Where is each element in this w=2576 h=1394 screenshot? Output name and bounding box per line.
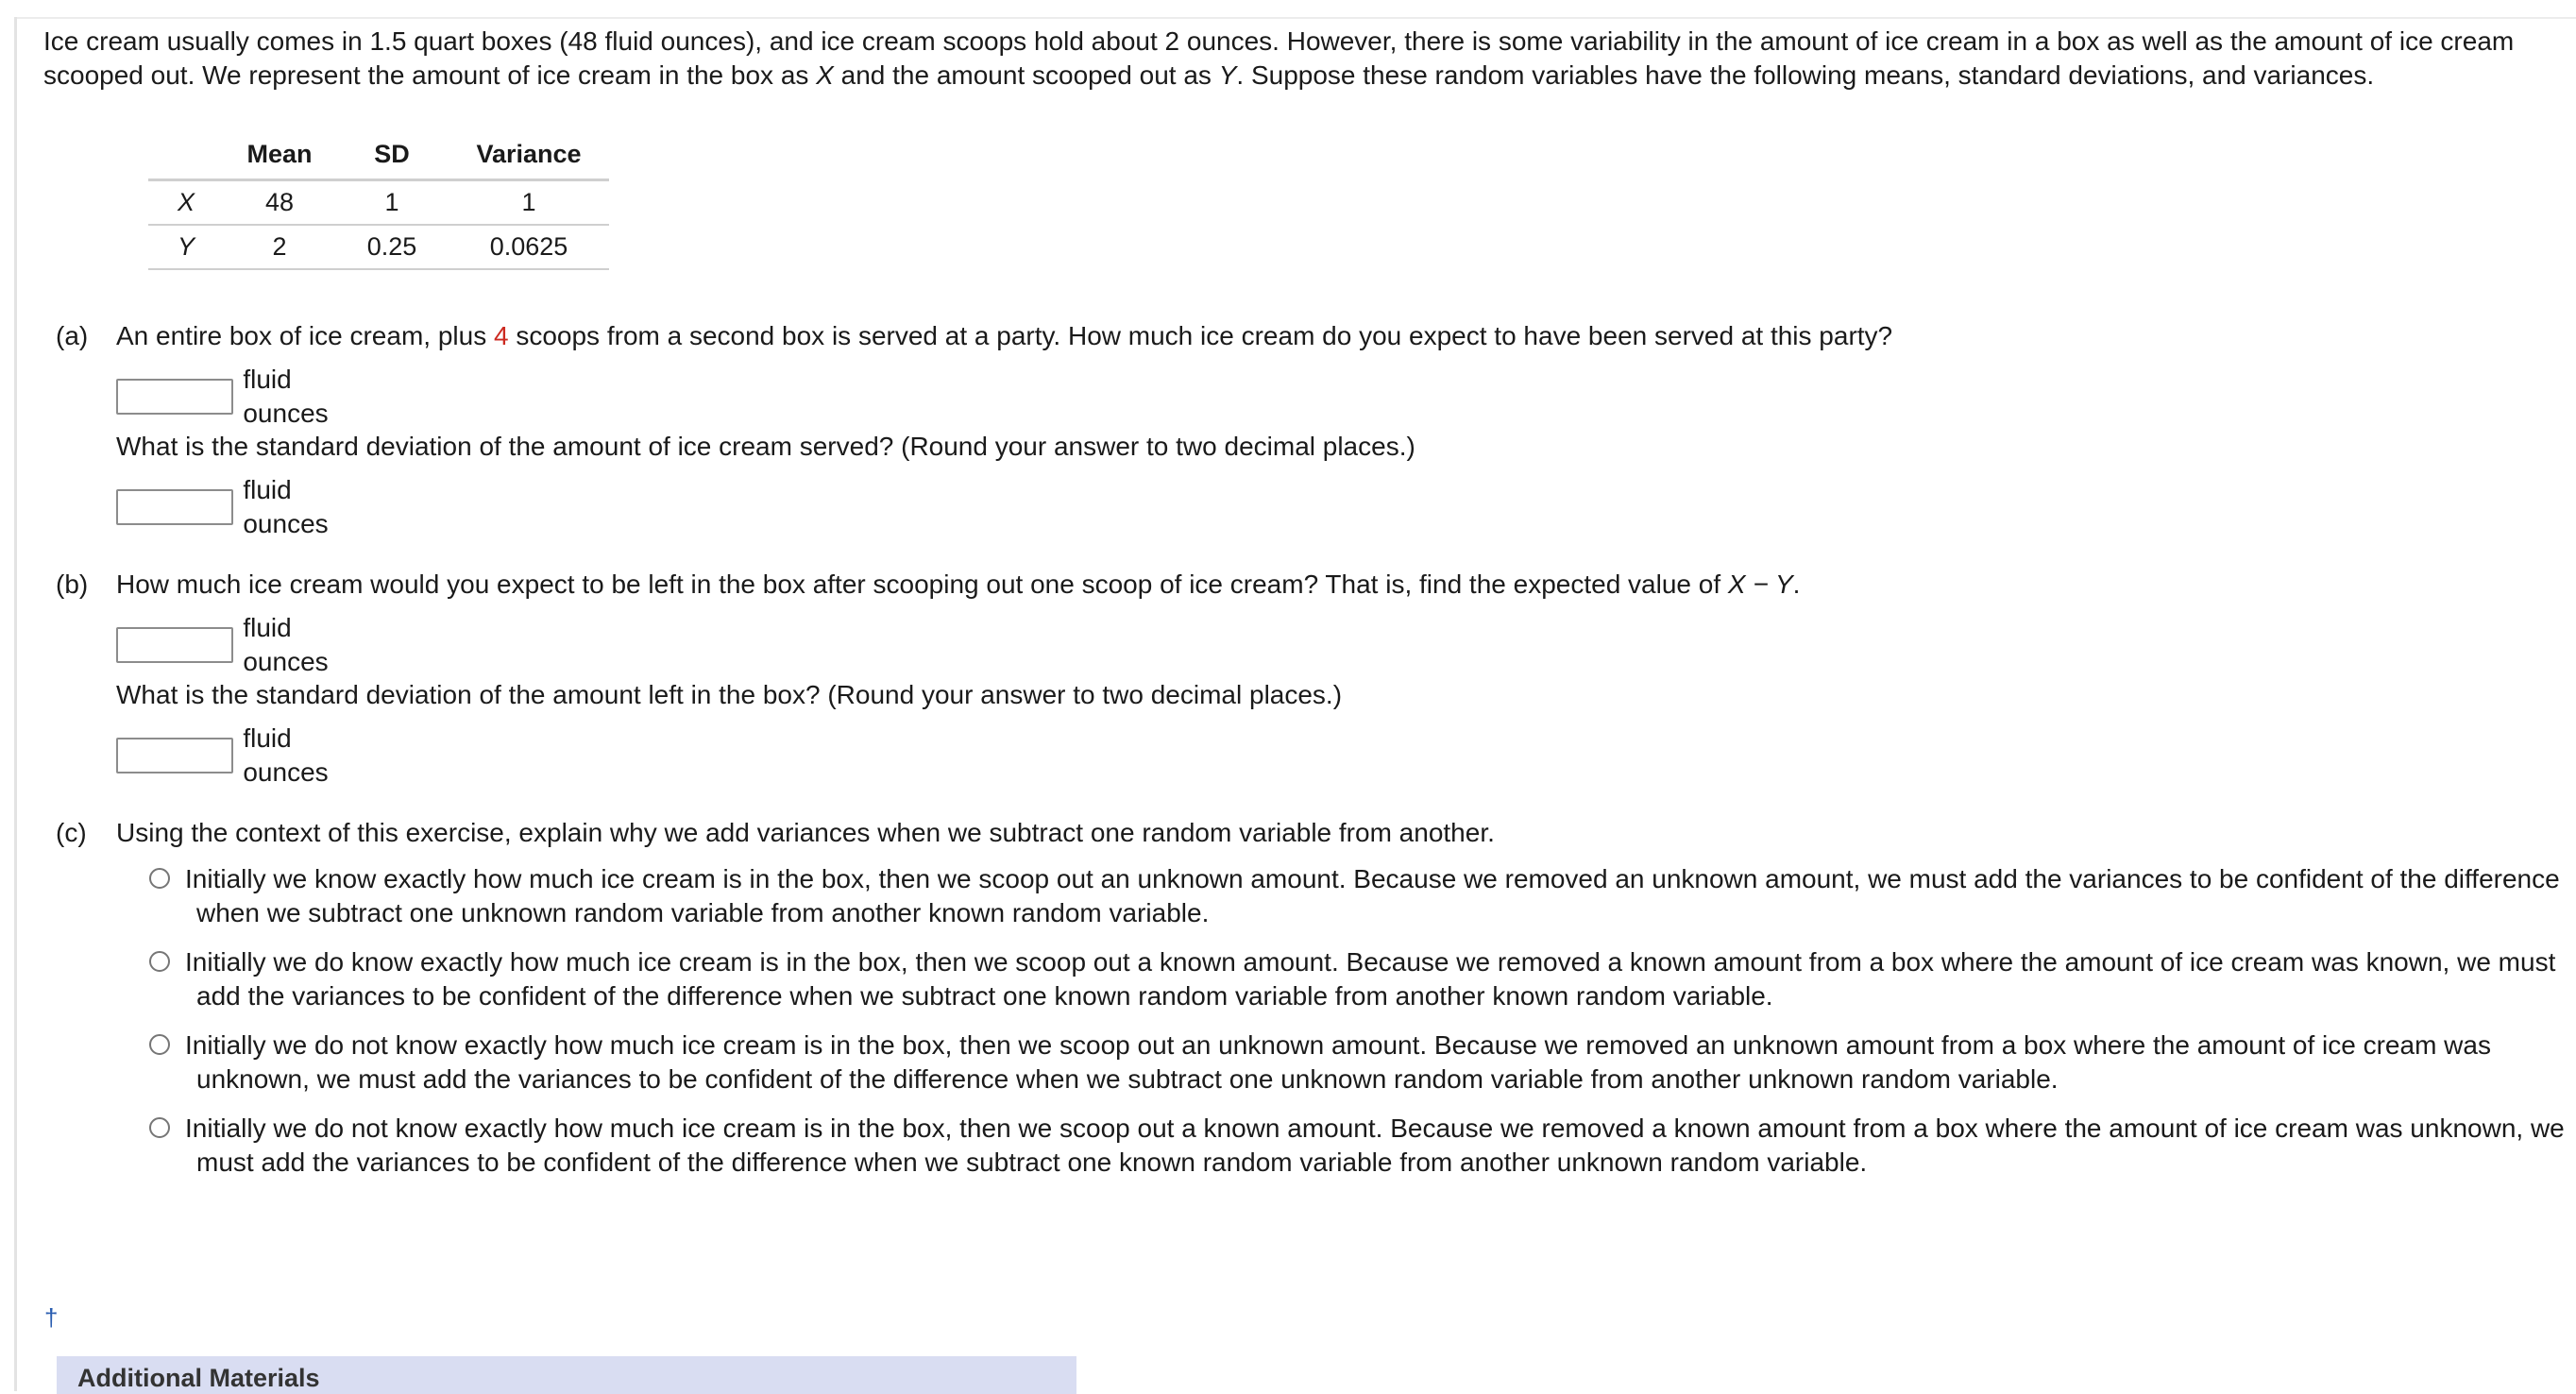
part-a-question-1 <box>116 319 1892 353</box>
choice-text: Initially we do not know exactly how much ice cream is in the box, then we scoop out an unknown amount. Because we removed an unknown amount from a box where the amount of ice cream was unknown, we must add the variances to be confident of the difference when we subtract one unknown random variable from another unknown random variable. <box>185 1030 2491 1094</box>
header-mean: Mean <box>224 132 335 180</box>
part-b-q1-pre: How much ice cream would you expect to be left in the box after scooping out one scoop of ice cream? That is, find the expected value of <box>116 570 1728 599</box>
dagger-icon[interactable]: † <box>44 1303 59 1332</box>
cell-variance: 1 <box>449 180 609 226</box>
header-blank <box>148 132 224 180</box>
cell-mean: 2 <box>224 225 335 269</box>
part-a-answer-1-row <box>116 363 356 431</box>
stats-table <box>148 132 609 270</box>
left-border <box>14 17 17 1391</box>
additional-materials-bar[interactable] <box>57 1356 1076 1394</box>
part-c-label: (c) <box>56 818 87 847</box>
radio-button[interactable] <box>149 951 170 972</box>
part-b-question-1 <box>116 568 1800 602</box>
choice-text: Initially we know exactly how much ice cream is in the box, then we scoop out an unknown amount. Because we removed an unknown amount, we must add the variances to be confident of the difference when we subtract one unknown random variable from another known random variable. <box>185 864 2560 927</box>
choice-option-1[interactable] <box>149 862 2576 930</box>
intro-text-1: Ice cream usually comes in 1.5 quart boxes (48 fluid ounces), and ice cream scoops hold about 2 ounces. However, there is some variability in the amount of ice cream in a box as well as the amount of ice cream scooped out. We represent the amount of ice cream in the box as <box>43 26 2515 90</box>
intro-var-y: Y <box>1218 60 1237 90</box>
part-b-answer-2-input[interactable] <box>116 738 233 774</box>
row-label: X <box>148 180 224 226</box>
part-a-answer-1-input[interactable] <box>116 379 233 415</box>
question-content <box>43 25 2555 93</box>
cell-sd: 0.25 <box>335 225 449 269</box>
table-row-x <box>148 180 609 226</box>
part-b-expression: X − Y <box>1727 570 1793 599</box>
part-a-highlight-number: 4 <box>493 321 509 350</box>
cell-variance: 0.0625 <box>449 225 609 269</box>
part-b-label: (b) <box>56 570 89 599</box>
part-a-q1-post: scoops from a second box is served at a party. How much ice cream do you expect to have been served at this party? <box>508 321 1893 350</box>
part-a-answer-2-input[interactable] <box>116 489 233 525</box>
part-a-question-2: What is the standard deviation of the amount of ice cream served? (Round your answer to two decimal places.) <box>116 432 1415 461</box>
choice-text: Initially we do not know exactly how much ice cream is in the box, then we scoop out a known amount. Because we removed a known amount from a box where the amount of ice cream was unknown, we must add the variances to be confident of the difference when we subtract one known random variable from another unknown random variable. <box>185 1114 2565 1177</box>
choice-option-3[interactable] <box>149 1028 2576 1096</box>
table-row-y <box>148 225 609 269</box>
part-b-q1-post: . <box>1792 570 1801 599</box>
stats-header-row <box>148 132 609 180</box>
header-variance: Variance <box>449 132 609 180</box>
intro-var-x: X <box>816 60 834 90</box>
part-a-q1-pre: An entire box of ice cream, plus <box>116 321 494 350</box>
choice-option-4[interactable] <box>149 1112 2576 1180</box>
unit-label: fluid ounces <box>243 475 329 538</box>
additional-materials-label: Additional Materials <box>77 1364 320 1392</box>
part-b-answer-1-row <box>116 611 356 679</box>
part-b-question-2: What is the standard deviation of the amount left in the box? (Round your answer to two decimal places.) <box>116 680 1343 709</box>
radio-button[interactable] <box>149 868 170 889</box>
choice-option-2[interactable] <box>149 945 2576 1013</box>
intro-paragraph <box>43 25 2555 93</box>
unit-label: fluid ounces <box>243 613 329 676</box>
intro-text-2: and the amount scooped out as <box>833 60 1219 90</box>
cell-sd: 1 <box>335 180 449 226</box>
intro-text-3: . Suppose these random variables have the following means, standard deviations, and variances. <box>1236 60 2375 90</box>
row-label: Y <box>148 225 224 269</box>
part-b-answer-2-row <box>116 722 356 790</box>
top-border <box>17 17 2576 19</box>
unit-label: fluid ounces <box>243 365 329 428</box>
part-a-answer-2-row <box>116 473 356 541</box>
choice-text: Initially we do know exactly how much ice cream is in the box, then we scoop out a known amount. Because we removed a known amount from a box where the amount of ice cream was known, we must add the variances to be confident of the difference when we subtract one known random variable from another known random variable. <box>185 947 2556 1011</box>
unit-label: fluid ounces <box>243 723 329 787</box>
radio-button[interactable] <box>149 1117 170 1138</box>
part-a-label: (a) <box>56 321 89 350</box>
part-b-answer-1-input[interactable] <box>116 627 233 663</box>
part-c-question: Using the context of this exercise, explain why we add variances when we subtract one random variable from another. <box>116 818 1495 847</box>
cell-mean: 48 <box>224 180 335 226</box>
header-sd: SD <box>335 132 449 180</box>
radio-button[interactable] <box>149 1034 170 1055</box>
